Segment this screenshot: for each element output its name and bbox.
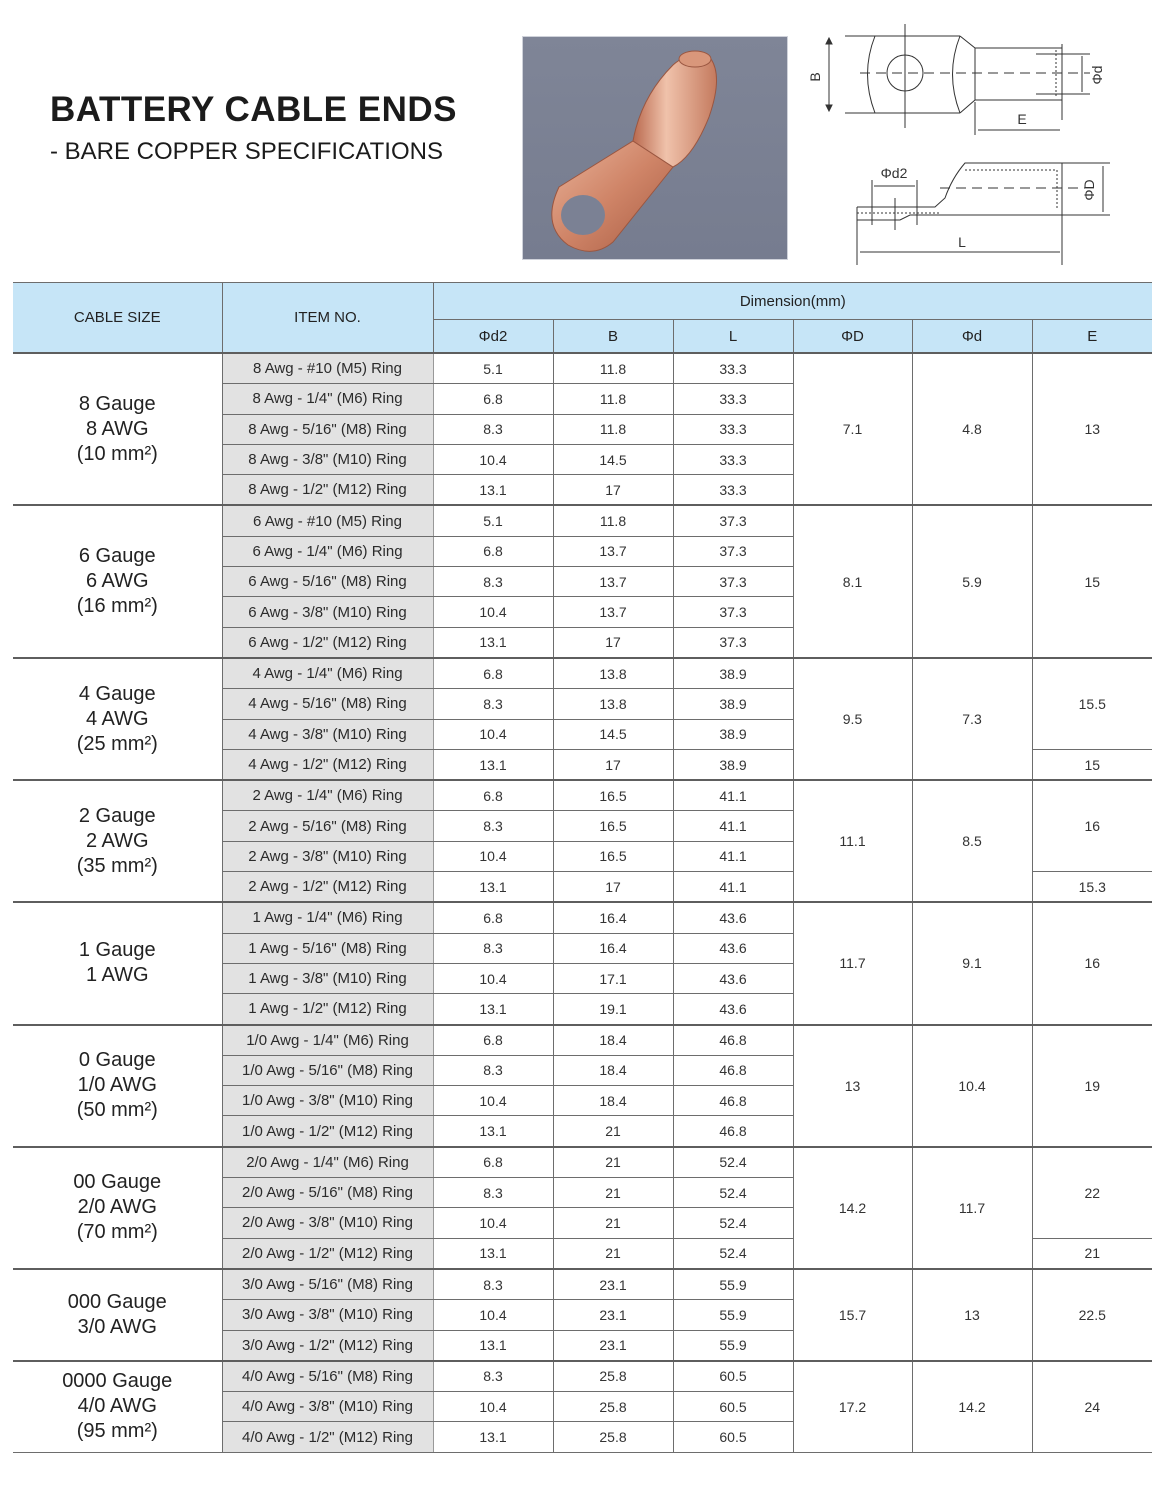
item-no-cell: 4/0 Awg - 1/2" (M12) Ring — [222, 1422, 433, 1452]
phi-d2-cell: 13.1 — [433, 872, 553, 903]
b-cell: 21 — [553, 1178, 673, 1208]
l-cell: 41.1 — [673, 811, 793, 841]
phi-d2-cell: 13.1 — [433, 994, 553, 1025]
phi-d2-cell: 8.3 — [433, 933, 553, 963]
item-no-cell: 8 Awg - 3/8" (M10) Ring — [222, 444, 433, 474]
l-cell: 55.9 — [673, 1300, 793, 1330]
b-cell: 11.8 — [553, 414, 673, 444]
item-no-cell: 8 Awg - 1/4" (M6) Ring — [222, 384, 433, 414]
l-cell: 38.9 — [673, 689, 793, 719]
header-item-no: ITEM NO. — [222, 283, 433, 354]
page-title: BATTERY CABLE ENDS — [50, 90, 457, 129]
phi-d2-cell: 8.3 — [433, 1361, 553, 1392]
phi-d2-cell: 10.4 — [433, 719, 553, 749]
l-cell: 41.1 — [673, 780, 793, 811]
side-view — [857, 163, 1110, 265]
cable-size-line: 2/0 AWG — [77, 1196, 157, 1219]
table-row — [13, 505, 1152, 536]
cable-size-cell — [13, 902, 222, 1024]
e-cell: 15.3 — [1032, 872, 1152, 903]
l-cell: 37.3 — [673, 536, 793, 566]
label-b: B — [807, 72, 823, 82]
b-cell: 17.1 — [553, 963, 673, 993]
page-subtitle: - BARE COPPER SPECIFICATIONS — [50, 138, 443, 165]
l-cell: 52.4 — [673, 1238, 793, 1269]
b-cell: 16.4 — [553, 902, 673, 933]
l-cell: 38.9 — [673, 719, 793, 749]
e-cell: 16 — [1032, 902, 1152, 1024]
item-no-cell: 4 Awg - 1/2" (M12) Ring — [222, 749, 433, 780]
item-no-cell: 8 Awg - #10 (M5) Ring — [222, 353, 433, 384]
e-cell: 16 — [1032, 780, 1152, 871]
cable-size-line: 1/0 AWG — [77, 1074, 157, 1097]
table-row — [13, 1361, 1152, 1392]
header-phi-big-d: ΦD — [793, 320, 912, 354]
cable-size-line: 0 Gauge — [78, 1049, 156, 1072]
b-cell: 21 — [553, 1116, 673, 1147]
phi-d-cell: 11.7 — [912, 1147, 1032, 1269]
item-no-cell: 2 Awg - 5/16" (M8) Ring — [222, 811, 433, 841]
phi-big-d-cell: 13 — [793, 1025, 912, 1147]
phi-d2-cell: 10.4 — [433, 963, 553, 993]
e-cell: 13 — [1032, 353, 1152, 505]
item-no-cell: 4/0 Awg - 3/8" (M10) Ring — [222, 1392, 433, 1422]
b-cell: 18.4 — [553, 1025, 673, 1056]
l-cell: 46.8 — [673, 1086, 793, 1116]
spec-table — [13, 282, 1152, 1453]
phi-d2-cell: 6.8 — [433, 1025, 553, 1056]
cable-size-cell — [13, 505, 222, 657]
b-cell: 13.7 — [553, 536, 673, 566]
cable-size-line: 3/0 AWG — [77, 1315, 157, 1338]
l-cell: 33.3 — [673, 444, 793, 474]
cable-size-line: (95 mm²) — [76, 1420, 158, 1443]
e-cell: 15.5 — [1032, 658, 1152, 749]
phi-d2-cell: 13.1 — [433, 1116, 553, 1147]
b-cell: 21 — [553, 1208, 673, 1238]
item-no-cell: 8 Awg - 1/2" (M12) Ring — [222, 475, 433, 506]
l-cell: 33.3 — [673, 384, 793, 414]
cable-size-line: 00 Gauge — [73, 1171, 162, 1194]
phi-big-d-cell: 8.1 — [793, 505, 912, 657]
phi-d2-cell: 10.4 — [433, 1208, 553, 1238]
label-e: E — [1017, 111, 1027, 127]
phi-d2-cell: 6.8 — [433, 384, 553, 414]
header-b: B — [553, 320, 673, 354]
l-cell: 46.8 — [673, 1025, 793, 1056]
copper-lug-icon — [523, 37, 787, 259]
table-row — [13, 902, 1152, 933]
item-no-cell: 4 Awg - 3/8" (M10) Ring — [222, 719, 433, 749]
phi-d-cell: 9.1 — [912, 902, 1032, 1024]
label-phi-d2: Φd2 — [880, 165, 908, 181]
table-row — [13, 353, 1152, 384]
item-no-cell: 2/0 Awg - 3/8" (M10) Ring — [222, 1208, 433, 1238]
b-cell: 16.5 — [553, 780, 673, 811]
title-block — [50, 90, 457, 166]
item-no-cell: 2/0 Awg - 1/4" (M6) Ring — [222, 1147, 433, 1178]
phi-d2-cell: 6.8 — [433, 780, 553, 811]
item-no-cell: 6 Awg - #10 (M5) Ring — [222, 505, 433, 536]
l-cell: 60.5 — [673, 1392, 793, 1422]
header-cable-size: CABLE SIZE — [13, 283, 222, 354]
l-cell: 52.4 — [673, 1208, 793, 1238]
cable-size-cell — [13, 1025, 222, 1147]
item-no-cell: 1 Awg - 1/4" (M6) Ring — [222, 902, 433, 933]
l-cell: 55.9 — [673, 1269, 793, 1300]
cable-size-line: 8 Gauge — [78, 392, 156, 415]
b-cell: 25.8 — [553, 1392, 673, 1422]
l-cell: 43.6 — [673, 994, 793, 1025]
phi-d2-cell: 8.3 — [433, 1055, 553, 1085]
cable-size-line: (35 mm²) — [76, 854, 158, 877]
e-cell: 19 — [1032, 1025, 1152, 1147]
phi-d2-cell: 8.3 — [433, 811, 553, 841]
item-no-cell: 4 Awg - 5/16" (M8) Ring — [222, 689, 433, 719]
e-cell: 15 — [1032, 749, 1152, 780]
e-cell: 15 — [1032, 505, 1152, 657]
phi-d2-cell: 6.8 — [433, 902, 553, 933]
l-cell: 52.4 — [673, 1178, 793, 1208]
cable-size-line: 1 Gauge — [78, 939, 156, 962]
phi-d-cell: 5.9 — [912, 505, 1032, 657]
b-cell: 16.5 — [553, 841, 673, 871]
cable-size-line: 4/0 AWG — [77, 1395, 157, 1418]
l-cell: 37.3 — [673, 567, 793, 597]
phi-d2-cell: 5.1 — [433, 505, 553, 536]
phi-d2-cell: 13.1 — [433, 627, 553, 658]
cable-size-line: 4 AWG — [85, 707, 149, 730]
l-cell: 38.9 — [673, 749, 793, 780]
l-cell: 43.6 — [673, 963, 793, 993]
l-cell: 37.3 — [673, 627, 793, 658]
item-no-cell: 1 Awg - 5/16" (M8) Ring — [222, 933, 433, 963]
phi-big-d-cell: 11.7 — [793, 902, 912, 1024]
phi-d2-cell: 13.1 — [433, 475, 553, 506]
cable-size-cell — [13, 1147, 222, 1269]
item-no-cell: 8 Awg - 5/16" (M8) Ring — [222, 414, 433, 444]
b-cell: 25.8 — [553, 1361, 673, 1392]
cable-size-line: 4 Gauge — [78, 682, 156, 705]
phi-big-d-cell: 11.1 — [793, 780, 912, 902]
phi-d-cell: 7.3 — [912, 658, 1032, 780]
l-cell: 33.3 — [673, 353, 793, 384]
item-no-cell: 6 Awg - 5/16" (M8) Ring — [222, 567, 433, 597]
table-row — [13, 1025, 1152, 1056]
b-cell: 23.1 — [553, 1330, 673, 1361]
phi-big-d-cell: 15.7 — [793, 1269, 912, 1361]
cable-size-line: 2 AWG — [85, 829, 149, 852]
header-phi-d2: Φd2 — [433, 320, 553, 354]
b-cell: 13.7 — [553, 597, 673, 627]
header-l: L — [673, 320, 793, 354]
l-cell: 46.8 — [673, 1055, 793, 1085]
item-no-cell: 1/0 Awg - 3/8" (M10) Ring — [222, 1086, 433, 1116]
phi-d-cell: 14.2 — [912, 1361, 1032, 1452]
item-no-cell: 2 Awg - 1/4" (M6) Ring — [222, 780, 433, 811]
b-cell: 11.8 — [553, 505, 673, 536]
phi-d2-cell: 8.3 — [433, 1269, 553, 1300]
cable-size-line: (25 mm²) — [76, 732, 158, 755]
table-row — [13, 1147, 1152, 1178]
l-cell: 52.4 — [673, 1147, 793, 1178]
b-cell: 11.8 — [553, 353, 673, 384]
cable-size-line: 0000 Gauge — [62, 1370, 173, 1393]
cable-size-line: 6 Gauge — [78, 545, 156, 568]
copper-lug-photo — [522, 36, 788, 260]
phi-big-d-cell: 9.5 — [793, 658, 912, 780]
b-cell: 13.7 — [553, 567, 673, 597]
item-no-cell: 4/0 Awg - 5/16" (M8) Ring — [222, 1361, 433, 1392]
lug-dimension-diagram — [800, 20, 1160, 275]
item-no-cell: 1/0 Awg - 1/4" (M6) Ring — [222, 1025, 433, 1056]
l-cell: 43.6 — [673, 933, 793, 963]
item-no-cell: 4 Awg - 1/4" (M6) Ring — [222, 658, 433, 689]
b-cell: 11.8 — [553, 384, 673, 414]
cable-size-line: 6 AWG — [85, 570, 149, 593]
item-no-cell: 3/0 Awg - 1/2" (M12) Ring — [222, 1330, 433, 1361]
b-cell: 21 — [553, 1238, 673, 1269]
phi-d2-cell: 10.4 — [433, 1392, 553, 1422]
phi-d2-cell: 10.4 — [433, 1086, 553, 1116]
b-cell: 23.1 — [553, 1300, 673, 1330]
item-no-cell: 1/0 Awg - 5/16" (M8) Ring — [222, 1055, 433, 1085]
b-cell: 17 — [553, 627, 673, 658]
cable-size-line: 8 AWG — [85, 417, 149, 440]
technical-drawing — [800, 20, 1160, 275]
item-no-cell: 1/0 Awg - 1/2" (M12) Ring — [222, 1116, 433, 1147]
phi-d-cell: 10.4 — [912, 1025, 1032, 1147]
phi-d2-cell: 6.8 — [433, 1147, 553, 1178]
phi-d2-cell: 8.3 — [433, 567, 553, 597]
item-no-cell: 6 Awg - 1/2" (M12) Ring — [222, 627, 433, 658]
phi-d2-cell: 10.4 — [433, 841, 553, 871]
item-no-cell: 2 Awg - 1/2" (M12) Ring — [222, 872, 433, 903]
header-phi-d: Φd — [912, 320, 1032, 354]
phi-d2-cell: 13.1 — [433, 749, 553, 780]
b-cell: 14.5 — [553, 719, 673, 749]
b-cell: 23.1 — [553, 1269, 673, 1300]
phi-big-d-cell: 7.1 — [793, 353, 912, 505]
l-cell: 37.3 — [673, 505, 793, 536]
l-cell: 33.3 — [673, 475, 793, 506]
item-no-cell: 3/0 Awg - 5/16" (M8) Ring — [222, 1269, 433, 1300]
phi-d-cell: 8.5 — [912, 780, 1032, 902]
phi-d2-cell: 10.4 — [433, 444, 553, 474]
cable-size-line: (70 mm²) — [76, 1221, 158, 1244]
item-no-cell: 2/0 Awg - 5/16" (M8) Ring — [222, 1178, 433, 1208]
cable-size-line: 1 AWG — [85, 964, 149, 987]
e-cell: 22.5 — [1032, 1269, 1152, 1361]
b-cell: 17 — [553, 749, 673, 780]
b-cell: 13.8 — [553, 689, 673, 719]
l-cell: 43.6 — [673, 902, 793, 933]
l-cell: 46.8 — [673, 1116, 793, 1147]
phi-d2-cell: 8.3 — [433, 689, 553, 719]
header-e: E — [1032, 320, 1152, 354]
l-cell: 55.9 — [673, 1330, 793, 1361]
b-cell: 16.4 — [553, 933, 673, 963]
header-dimension: Dimension(mm) — [433, 283, 1152, 320]
cable-size-line: (50 mm²) — [76, 1099, 158, 1122]
l-cell: 60.5 — [673, 1422, 793, 1452]
l-cell: 33.3 — [673, 414, 793, 444]
b-cell: 14.5 — [553, 444, 673, 474]
phi-d-cell: 13 — [912, 1269, 1032, 1361]
b-cell: 21 — [553, 1147, 673, 1178]
phi-d2-cell: 6.8 — [433, 536, 553, 566]
item-no-cell: 1 Awg - 3/8" (M10) Ring — [222, 963, 433, 993]
phi-d2-cell: 5.1 — [433, 353, 553, 384]
phi-d2-cell: 13.1 — [433, 1422, 553, 1452]
item-no-cell: 1 Awg - 1/2" (M12) Ring — [222, 994, 433, 1025]
phi-d2-cell: 10.4 — [433, 597, 553, 627]
l-cell: 41.1 — [673, 872, 793, 903]
table-row — [13, 658, 1152, 689]
cable-size-cell — [13, 658, 222, 780]
table-row — [13, 780, 1152, 811]
phi-d2-cell: 13.1 — [433, 1238, 553, 1269]
label-phi-d: Φd — [1089, 65, 1105, 85]
item-no-cell: 6 Awg - 3/8" (M10) Ring — [222, 597, 433, 627]
l-cell: 38.9 — [673, 658, 793, 689]
l-cell: 41.1 — [673, 841, 793, 871]
cable-size-cell — [13, 1269, 222, 1361]
cable-size-line: (16 mm²) — [76, 595, 158, 618]
b-cell: 17 — [553, 872, 673, 903]
cable-size-line: (10 mm²) — [76, 442, 158, 465]
spec-table-body — [13, 353, 1152, 1452]
b-cell: 18.4 — [553, 1086, 673, 1116]
phi-d2-cell: 8.3 — [433, 414, 553, 444]
e-cell: 22 — [1032, 1147, 1152, 1238]
cable-size-cell — [13, 353, 222, 505]
item-no-cell: 6 Awg - 1/4" (M6) Ring — [222, 536, 433, 566]
b-cell: 17 — [553, 475, 673, 506]
label-phi-big-d: ΦD — [1081, 179, 1097, 201]
e-cell: 24 — [1032, 1361, 1152, 1452]
phi-big-d-cell: 14.2 — [793, 1147, 912, 1269]
table-row — [13, 1269, 1152, 1300]
l-cell: 60.5 — [673, 1361, 793, 1392]
phi-d2-cell: 10.4 — [433, 1300, 553, 1330]
top-view — [807, 24, 1105, 135]
label-l: L — [958, 234, 966, 250]
cable-size-cell — [13, 1361, 222, 1452]
phi-d2-cell: 6.8 — [433, 658, 553, 689]
b-cell: 18.4 — [553, 1055, 673, 1085]
b-cell: 16.5 — [553, 811, 673, 841]
phi-d-cell: 4.8 — [912, 353, 1032, 505]
item-no-cell: 2/0 Awg - 1/2" (M12) Ring — [222, 1238, 433, 1269]
item-no-cell: 2 Awg - 3/8" (M10) Ring — [222, 841, 433, 871]
cable-size-line: 2 Gauge — [78, 804, 156, 827]
phi-d2-cell: 13.1 — [433, 1330, 553, 1361]
b-cell: 13.8 — [553, 658, 673, 689]
b-cell: 25.8 — [553, 1422, 673, 1452]
cable-size-line: 000 Gauge — [67, 1290, 167, 1313]
item-no-cell: 3/0 Awg - 3/8" (M10) Ring — [222, 1300, 433, 1330]
phi-d2-cell: 8.3 — [433, 1178, 553, 1208]
b-cell: 19.1 — [553, 994, 673, 1025]
cable-size-cell — [13, 780, 222, 902]
e-cell: 21 — [1032, 1238, 1152, 1269]
phi-big-d-cell: 17.2 — [793, 1361, 912, 1452]
l-cell: 37.3 — [673, 597, 793, 627]
